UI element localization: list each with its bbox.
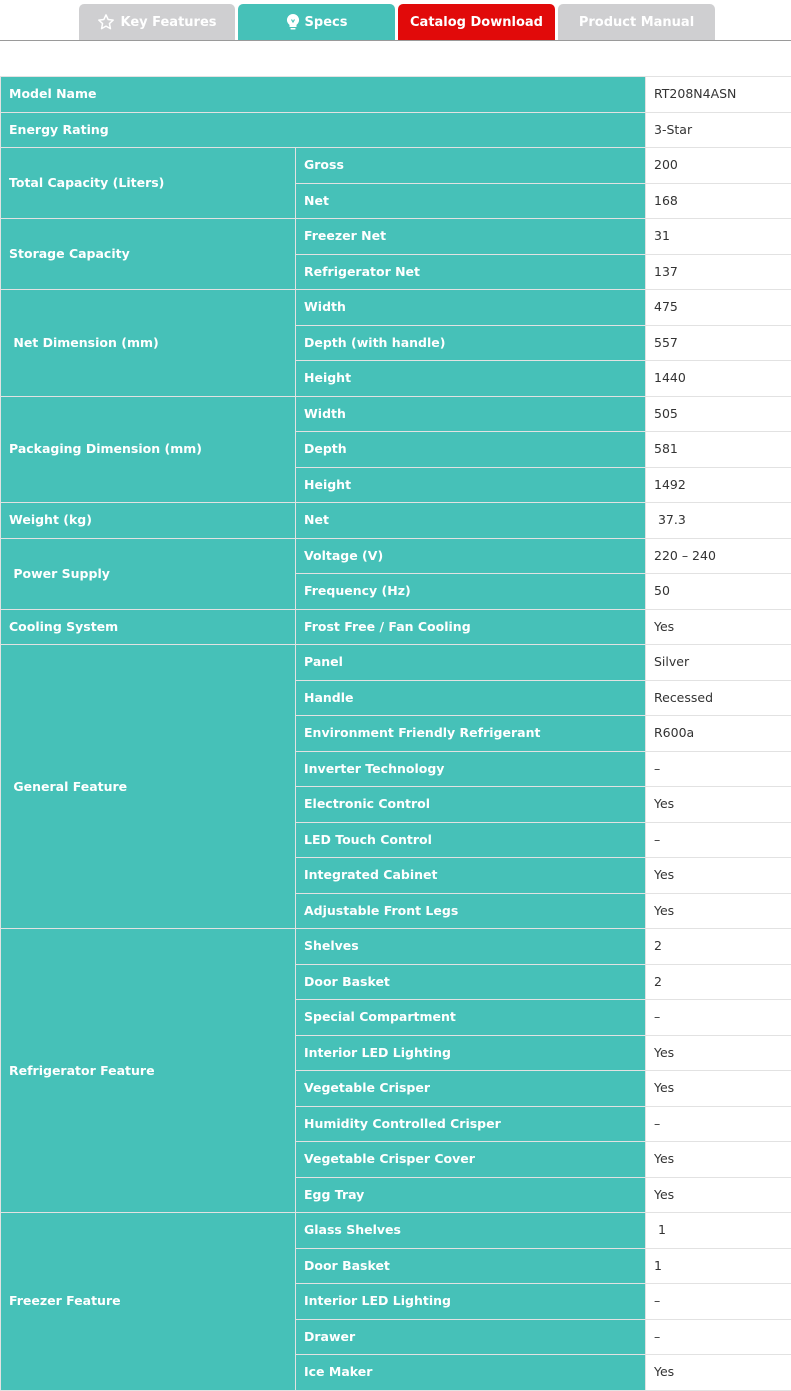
spec-value: Yes bbox=[646, 787, 791, 823]
tab-key-features[interactable] bbox=[79, 4, 235, 40]
spec-value: 581 bbox=[646, 432, 791, 468]
spec-label: LED Touch Control bbox=[296, 822, 646, 858]
specs-table bbox=[0, 76, 791, 1391]
table-row bbox=[1, 609, 791, 645]
tab-specs[interactable] bbox=[238, 4, 395, 40]
spec-value: 2 bbox=[646, 964, 791, 1000]
spec-value: R600a bbox=[646, 716, 791, 752]
spec-value: – bbox=[646, 1319, 791, 1355]
spec-value: 37.3 bbox=[646, 503, 791, 539]
spec-label: Panel bbox=[296, 645, 646, 681]
spec-label: Height bbox=[296, 361, 646, 397]
spec-label: Refrigerator Net bbox=[296, 254, 646, 290]
spec-value: 557 bbox=[646, 325, 791, 361]
spec-value: 505 bbox=[646, 396, 791, 432]
table-row bbox=[1, 396, 791, 432]
spec-label: Door Basket bbox=[296, 964, 646, 1000]
spec-value: Yes bbox=[646, 1071, 791, 1107]
table-row bbox=[1, 645, 791, 681]
spec-label: Frequency (Hz) bbox=[296, 574, 646, 610]
spec-value: – bbox=[646, 1284, 791, 1320]
spec-value: Silver bbox=[646, 645, 791, 681]
spec-label: Energy Rating bbox=[1, 112, 646, 148]
spec-value: Yes bbox=[646, 609, 791, 645]
spec-label: Frost Free / Fan Cooling bbox=[296, 609, 646, 645]
table-row bbox=[1, 219, 791, 255]
tab-specs-label: Specs bbox=[305, 15, 348, 30]
spec-label: Drawer bbox=[296, 1319, 646, 1355]
spec-label: Humidity Controlled Crisper bbox=[296, 1106, 646, 1142]
spec-label: Interior LED Lighting bbox=[296, 1035, 646, 1071]
tab-product-manual[interactable] bbox=[558, 4, 715, 40]
spec-value: Yes bbox=[646, 1142, 791, 1178]
spec-group-label: Storage Capacity bbox=[1, 219, 296, 290]
spec-label: Depth bbox=[296, 432, 646, 468]
spec-label: Width bbox=[296, 290, 646, 326]
tab-product-manual-label: Product Manual bbox=[579, 15, 694, 30]
spec-label: Handle bbox=[296, 680, 646, 716]
spec-group-label: Packaging Dimension (mm) bbox=[1, 396, 296, 503]
lightbulb-icon bbox=[286, 13, 300, 31]
spec-label: Gross bbox=[296, 148, 646, 184]
spec-value: Yes bbox=[646, 858, 791, 894]
spec-value: RT208N4ASN bbox=[646, 77, 791, 113]
spec-label: Voltage (V) bbox=[296, 538, 646, 574]
table-row bbox=[1, 148, 791, 184]
tab-catalog-download-label: Catalog Download bbox=[410, 15, 543, 30]
product-tabs bbox=[0, 0, 791, 41]
spec-value: 200 bbox=[646, 148, 791, 184]
table-row bbox=[1, 503, 791, 539]
spec-value: 220 – 240 bbox=[646, 538, 791, 574]
spec-value: Yes bbox=[646, 1177, 791, 1213]
table-row bbox=[1, 77, 791, 113]
spec-label: Model Name bbox=[1, 77, 646, 113]
spec-label: Electronic Control bbox=[296, 787, 646, 823]
spec-label: Integrated Cabinet bbox=[296, 858, 646, 894]
spec-group-label: Refrigerator Feature bbox=[1, 929, 296, 1213]
spec-value: Recessed bbox=[646, 680, 791, 716]
spec-value: 1 bbox=[646, 1213, 791, 1249]
tab-catalog-download[interactable] bbox=[398, 4, 555, 40]
spec-label: Glass Shelves bbox=[296, 1213, 646, 1249]
spec-value: 1440 bbox=[646, 361, 791, 397]
spec-label: Ice Maker bbox=[296, 1355, 646, 1391]
spec-label: Height bbox=[296, 467, 646, 503]
spec-label: Freezer Net bbox=[296, 219, 646, 255]
spec-label: Adjustable Front Legs bbox=[296, 893, 646, 929]
spec-value: Yes bbox=[646, 893, 791, 929]
spec-value: 31 bbox=[646, 219, 791, 255]
spec-value: 475 bbox=[646, 290, 791, 326]
spec-value: 3-Star bbox=[646, 112, 791, 148]
spec-label: Net bbox=[296, 503, 646, 539]
spec-label: Egg Tray bbox=[296, 1177, 646, 1213]
spec-label: Width bbox=[296, 396, 646, 432]
table-row bbox=[1, 1213, 791, 1249]
spec-label: Vegetable Crisper Cover bbox=[296, 1142, 646, 1178]
spec-label: Vegetable Crisper bbox=[296, 1071, 646, 1107]
spec-value: 1492 bbox=[646, 467, 791, 503]
tab-key-features-label: Key Features bbox=[120, 15, 216, 30]
spec-value: 2 bbox=[646, 929, 791, 965]
spec-value: 50 bbox=[646, 574, 791, 610]
spec-group-label: Cooling System bbox=[1, 609, 296, 645]
spec-value: 137 bbox=[646, 254, 791, 290]
table-row bbox=[1, 929, 791, 965]
spec-group-label: Total Capacity (Liters) bbox=[1, 148, 296, 219]
spec-label: Depth (with handle) bbox=[296, 325, 646, 361]
table-row bbox=[1, 290, 791, 326]
spec-group-label: Power Supply bbox=[1, 538, 296, 609]
spec-group-label: Weight (kg) bbox=[1, 503, 296, 539]
table-row bbox=[1, 112, 791, 148]
spec-label: Door Basket bbox=[296, 1248, 646, 1284]
spec-value: 1 bbox=[646, 1248, 791, 1284]
spec-group-label: Freezer Feature bbox=[1, 1213, 296, 1391]
spec-value: – bbox=[646, 751, 791, 787]
spec-value: Yes bbox=[646, 1035, 791, 1071]
star-icon bbox=[97, 13, 115, 31]
spec-label: Environment Friendly Refrigerant bbox=[296, 716, 646, 752]
spec-label: Special Compartment bbox=[296, 1000, 646, 1036]
spec-group-label: Net Dimension (mm) bbox=[1, 290, 296, 397]
spec-value: – bbox=[646, 822, 791, 858]
spec-label: Interior LED Lighting bbox=[296, 1284, 646, 1320]
table-row bbox=[1, 538, 791, 574]
spec-value: – bbox=[646, 1000, 791, 1036]
spec-value: Yes bbox=[646, 1355, 791, 1391]
spec-group-label: General Feature bbox=[1, 645, 296, 929]
spec-label: Net bbox=[296, 183, 646, 219]
spec-value: 168 bbox=[646, 183, 791, 219]
spec-value: – bbox=[646, 1106, 791, 1142]
spec-label: Inverter Technology bbox=[296, 751, 646, 787]
spec-label: Shelves bbox=[296, 929, 646, 965]
